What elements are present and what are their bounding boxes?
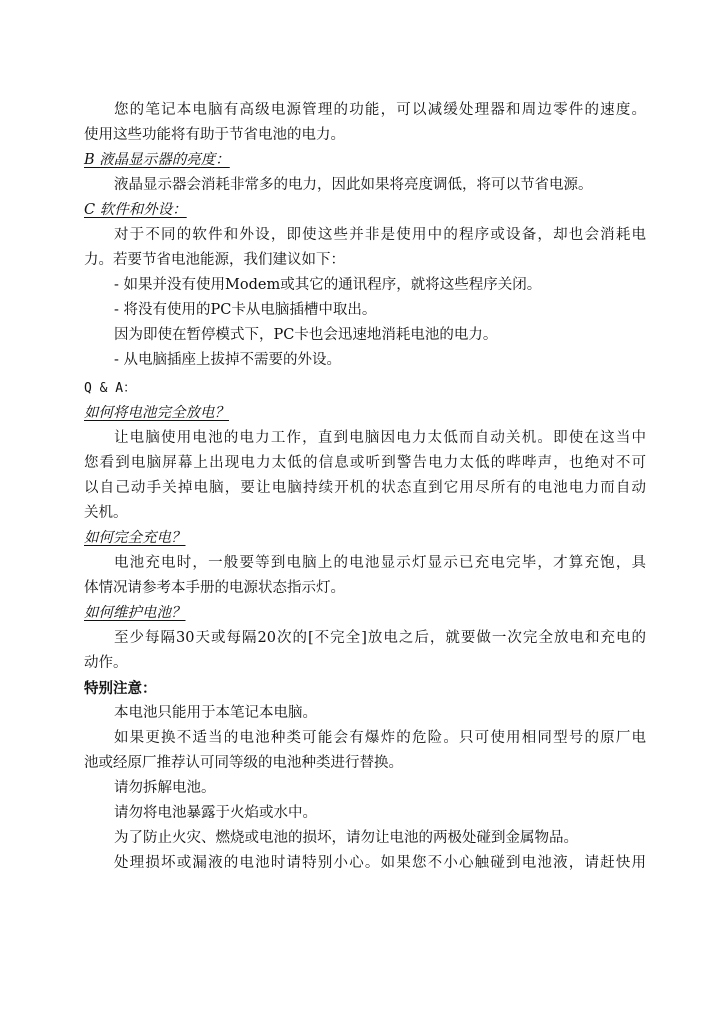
question-full-discharge: 如何将电池完全放电？ (84, 405, 229, 421)
paragraph-line: 因为即使在暂停模式下，PC卡也会迅速地消耗电池的电力。 (114, 327, 498, 343)
paragraph-line: 使用这些功能将有助于节省电池的电力。 (84, 127, 345, 143)
bullet-item: - 将没有使用的PC卡从电脑插槽中取出。 (114, 302, 377, 318)
section-heading-software-peripherals: C 软件和外设： (84, 202, 187, 218)
paragraph-line: 您的笔记本电脑有高级电源管理的功能，可以减缓处理器和周边零件的速度。 (114, 102, 646, 118)
notice-item: 请勿拆解电池。 (114, 780, 216, 796)
notice-item: 如果更换不适当的电池种类可能会有爆炸的危险。只可使用相同型号的原厂电 (114, 730, 646, 746)
paragraph-line: 至少每隔30天或每隔20次的[不完全]放电之后，就要做一次完全放电和充电的 (114, 630, 646, 646)
paragraph-line: 体情况请参考本手册的电源状态指示灯。 (84, 580, 345, 596)
notice-item: 处理损坏或漏液的电池时请特别小心。如果您不小心触碰到电池液，请赶快用 (114, 855, 646, 871)
section-heading-lcd-brightness: B 液晶显示器的亮度： (84, 152, 230, 168)
qa-heading: Q & A： (84, 381, 137, 396)
notice-item: 为了防止火灾、燃烧或电池的损坏，请勿让电池的两极处碰到金属物品。 (114, 830, 578, 846)
question-full-charge: 如何完全充电？ (84, 530, 186, 546)
bullet-item: - 从电脑插座上拔掉不需要的外设。 (114, 352, 342, 368)
document-body (84, 98, 646, 876)
question-battery-maintenance: 如何维护电池？ (84, 605, 186, 621)
paragraph-line: 关机。 (84, 505, 128, 521)
paragraph-line: 您看到电脑屏幕上出现电力太低的信息或听到警告电力太低的哔哔声，也绝对不可 (84, 455, 646, 471)
notice-item: 本电池只能用于本笔记本电脑。 (114, 705, 317, 721)
paragraph-line: 动作。 (84, 655, 128, 671)
paragraph-line: 电池充电时，一般要等到电脑上的电池显示灯显示已充电完毕，才算充饱，具 (114, 555, 646, 571)
special-notice-heading: 特别注意： (84, 680, 157, 697)
paragraph-line: 对于不同的软件和外设，即使这些并非是使用中的程序或设备，却也会消耗电 (114, 227, 646, 243)
paragraph-line: 力。若要节省电池能源，我们建议如下： (84, 252, 345, 268)
paragraph-line: 让电脑使用电池的电力工作，直到电脑因电力太低而自动关机。即使在这当中 (114, 430, 646, 446)
paragraph-line: 以自己动手关掉电脑，要让电脑持续开机的状态直到它用尽所有的电池电力而自动 (84, 480, 646, 496)
notice-item: 请勿将电池暴露于火焰或水中。 (114, 805, 317, 821)
bullet-item: - 如果并没有使用Modem或其它的通讯程序，就将这些程序关闭。 (114, 277, 542, 293)
paragraph-line: 池或经原厂推荐认可同等级的电池种类进行替换。 (84, 755, 403, 771)
paragraph-line: 液晶显示器会消耗非常多的电力，因此如果将亮度调低，将可以节省电源。 (114, 177, 593, 193)
